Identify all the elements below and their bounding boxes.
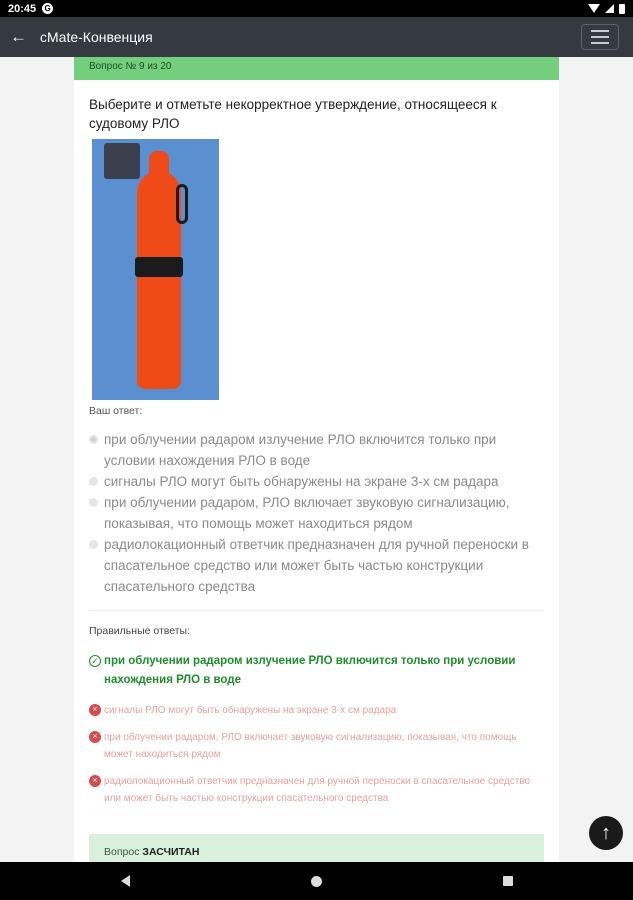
answer-option[interactable] bbox=[89, 429, 534, 471]
image-device-body bbox=[137, 171, 181, 389]
your-answer-label: Ваш ответ: bbox=[89, 405, 143, 417]
divider bbox=[89, 610, 544, 611]
answer-option-text: сигналы РЛО могут быть обнаружены на экране 3-х см радара bbox=[104, 474, 499, 489]
wrong-answer-item bbox=[89, 729, 534, 763]
menu-line-icon bbox=[591, 42, 609, 44]
menu-line-icon bbox=[591, 30, 609, 32]
result-prefix: Вопрос bbox=[104, 846, 140, 858]
wrong-answer-text: радиолокационный ответчик предназначен для ручной переноски в спасательное средство или может быть частью конструкции спасательного средства bbox=[104, 776, 531, 804]
system-nav-bar bbox=[0, 862, 633, 900]
answer-option[interactable] bbox=[89, 534, 534, 597]
sart-device-image bbox=[92, 139, 219, 400]
wrong-answer-item bbox=[89, 702, 534, 719]
result-status: ЗАСЧИТАН bbox=[142, 846, 200, 858]
correct-answer-item bbox=[89, 652, 534, 690]
image-device-band bbox=[135, 257, 183, 277]
correct-answer-text: при облучении радаром излучение РЛО включится только при условии нахождения РЛО в воде bbox=[104, 655, 516, 686]
nav-recent-icon[interactable] bbox=[503, 876, 513, 886]
answer-option-text: радиолокационный ответчик предназначен для ручной переноски в спасательное средство или может быть частью конструкции спасательного средства bbox=[104, 537, 529, 594]
wrong-answer-text: при облучении радаром, РЛО включает звуковую сигнализацию, показывая, что помощь может находиться рядом bbox=[104, 732, 517, 760]
radio-icon[interactable] bbox=[89, 498, 98, 507]
wifi-icon bbox=[588, 4, 600, 13]
answer-option-text: при облучении радаром излучение РЛО включится только при условии нахождения РЛО в воде bbox=[104, 432, 497, 468]
result-banner bbox=[89, 834, 544, 862]
x-circle-icon: × bbox=[89, 731, 101, 743]
wrong-answer-text: сигналы РЛО могут быть обнаружены на экране 3-х см радара bbox=[104, 705, 397, 716]
nav-home-icon[interactable] bbox=[311, 876, 322, 887]
answer-options bbox=[89, 429, 534, 597]
image-speaker bbox=[104, 143, 140, 179]
back-arrow-icon[interactable]: ← bbox=[10, 27, 27, 46]
radio-icon[interactable] bbox=[89, 540, 98, 549]
app-notification-icon: G bbox=[42, 3, 53, 14]
battery-icon bbox=[619, 4, 625, 14]
x-circle-icon: × bbox=[89, 704, 101, 716]
check-circle-icon: ✓ bbox=[89, 655, 101, 667]
status-icons bbox=[588, 4, 625, 14]
status-time: 20:45 bbox=[8, 2, 37, 15]
app-bar bbox=[0, 17, 633, 57]
scroll-top-button[interactable] bbox=[589, 816, 623, 850]
question-text: Выберите и отметьте некорректное утверждение, относящееся к судовому РЛО bbox=[89, 97, 497, 131]
radio-icon[interactable] bbox=[89, 477, 98, 486]
wrong-answer-item bbox=[89, 773, 534, 807]
answer-option-text: при облучении радаром, РЛО включает звуковую сигнализацию, показывая, что помощь может находиться рядом bbox=[104, 495, 510, 531]
signal-icon bbox=[605, 4, 614, 13]
radio-checked-icon[interactable] bbox=[89, 435, 98, 444]
nav-back-icon[interactable] bbox=[121, 875, 130, 887]
status-bar bbox=[0, 0, 633, 17]
correct-answers-label: Правильные ответы: bbox=[89, 625, 191, 637]
correct-answers-list bbox=[89, 652, 534, 817]
image-device-strap bbox=[176, 184, 188, 224]
menu-button[interactable] bbox=[581, 24, 619, 50]
x-circle-icon: × bbox=[89, 775, 101, 787]
answer-option[interactable] bbox=[89, 492, 534, 534]
answer-option[interactable] bbox=[89, 471, 534, 492]
question-card bbox=[74, 57, 559, 862]
menu-line-icon bbox=[591, 36, 609, 38]
arrow-up-icon: ↑ bbox=[601, 822, 611, 844]
question-number: Вопрос № 9 из 20 bbox=[74, 57, 559, 80]
app-title: cMate-Конвенция bbox=[40, 29, 153, 45]
